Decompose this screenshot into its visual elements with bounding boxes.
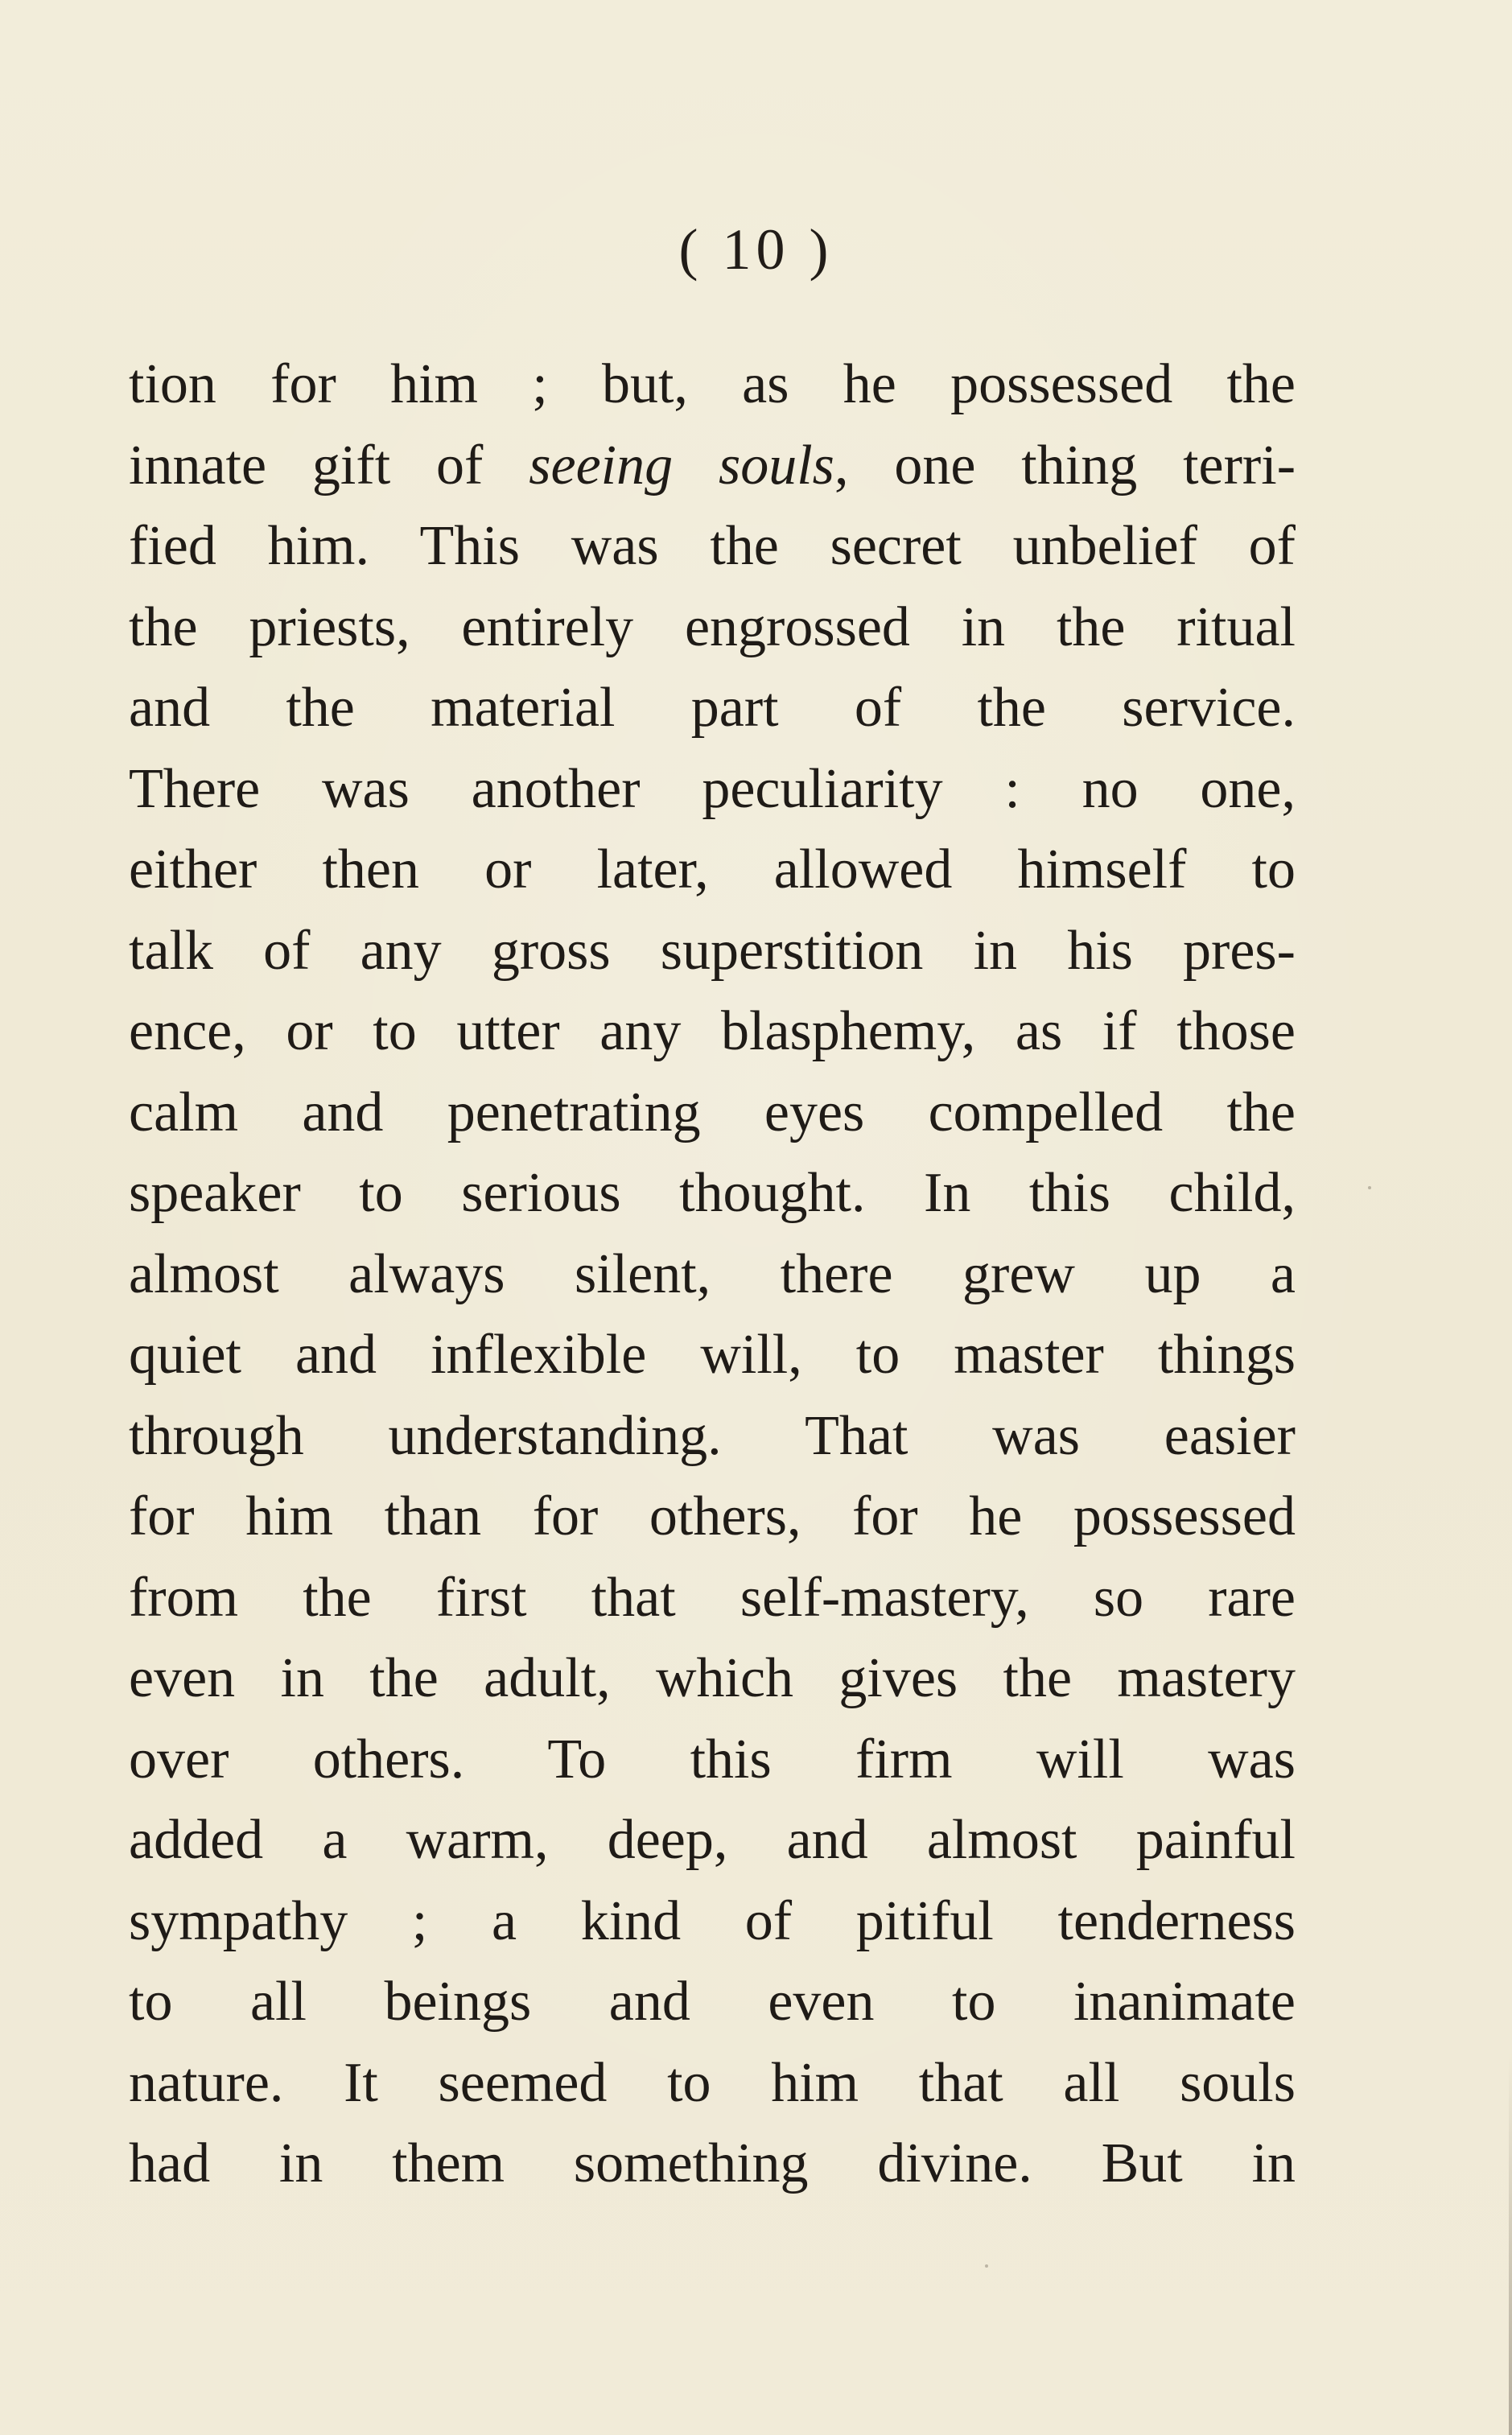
paper-speck [1368, 1186, 1371, 1189]
body-text [129, 344, 1296, 2205]
text-line-22: nature. It seemed to him that all souls [129, 2051, 1296, 2114]
text-line-2-end: , one thing terri- [834, 434, 1296, 496]
text-line-14: through understanding. That was easier [129, 1404, 1296, 1467]
text-line-16: from the first that self-mastery, so rare [129, 1566, 1296, 1629]
text-line-12: almost always silent, there grew up a [129, 1242, 1296, 1305]
text-line-13: quiet and inflexible will, to master things [129, 1324, 1296, 1386]
text-line-8: talk of any gross superstition in his pres- [129, 919, 1296, 982]
text-line-5: and the material part of the service. [129, 677, 1296, 739]
text-line-9: ence, or to utter any blasphemy, as if those [129, 1000, 1296, 1062]
text-line-3: fied him. This was the secret unbelief of [129, 515, 1296, 577]
text-line-15: for him than for others, for he possessed [129, 1485, 1296, 1547]
text-line-18: over others. To this firm will was [129, 1728, 1296, 1790]
page-edge-shadow [1509, 2052, 1512, 2435]
page-number: ( 10 ) [678, 217, 834, 282]
text-line-10: calm and penetrating eyes compelled the [129, 1081, 1296, 1143]
text-line-6: There was another peculiarity : no one, [129, 757, 1296, 820]
text-line-20: sympathy ; a kind of pitiful tenderness [129, 1889, 1296, 1952]
paper-speck [985, 2264, 988, 2268]
text-line-21: to all beings and even to inanimate [129, 1971, 1296, 2033]
text-line-19: added a warm, deep, and almost painful [129, 1809, 1296, 1871]
text-line-17: even in the adult, which gives the mastery [129, 1647, 1296, 1709]
text-line-1: tion for him ; but, as he possessed the [129, 353, 1296, 415]
text-line-4: the priests, entirely engrossed in the ritual [129, 595, 1296, 658]
text-line-23: had in them something divine. But in [129, 2132, 1296, 2194]
italic-phrase: seeing souls [529, 434, 834, 496]
text-line-7: either then or later, allowed himself to [129, 838, 1296, 900]
text-line-11: speaker to serious thought. In this child, [129, 1162, 1296, 1224]
text-line-2-start: innate gift of [129, 434, 529, 496]
text-line-2 [129, 426, 1296, 507]
